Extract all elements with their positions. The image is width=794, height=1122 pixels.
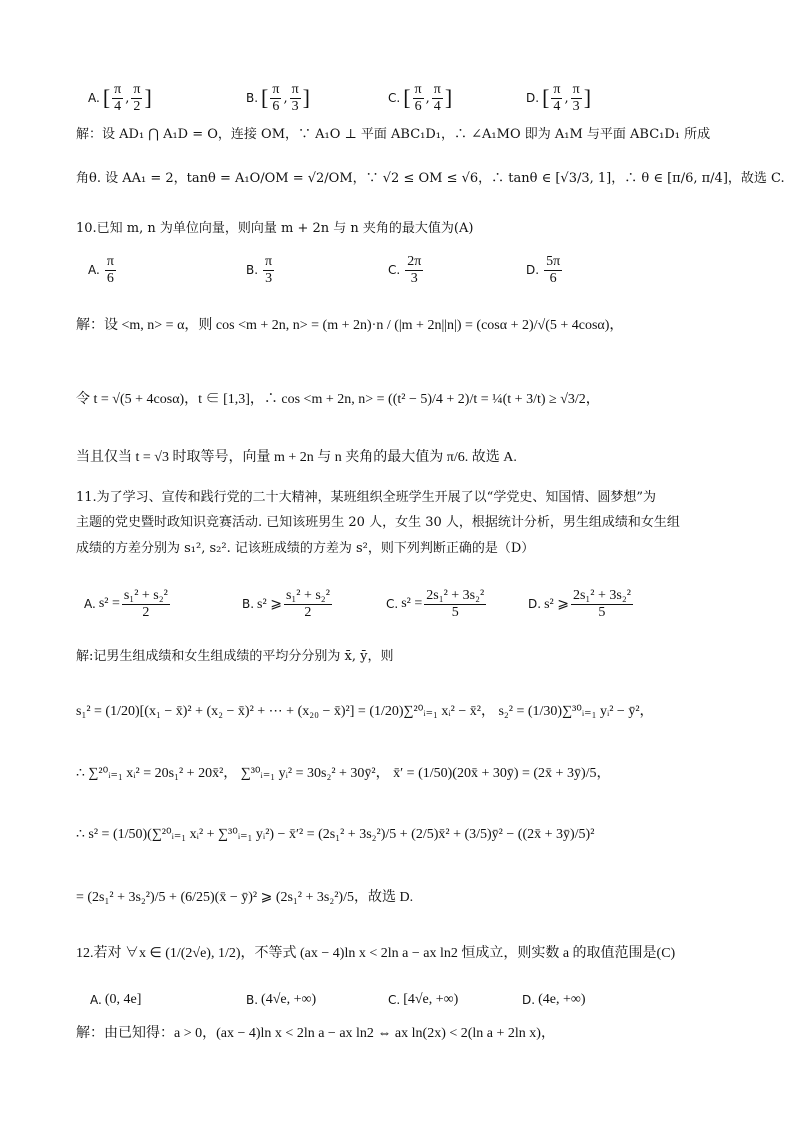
q12-option-d[interactable]: D. (4e, +∞) (522, 992, 586, 1007)
q11-solution-line-2: s₁² = (1/20)[(x₁ − x̄)² + (x₂ − x̄)² + ⋯ + (x₂₀ − x̄)²] = (1/20)∑²⁰ᵢ₌₁ xᵢ² − x̄²， s₂² = (1/30)∑³⁰ᵢ₌₁ yᵢ² − ȳ²， (76, 704, 654, 719)
q11-stem-line-2: 主题的党史暨时政知识竞赛活动. 已知该班男生 20 人，女生 30 人，根据统计分析，男生组成绩和女生组 (76, 515, 680, 530)
q10-stem: 10.已知 m, n 为单位向量，则向量 m + 2n 与 n 夹角的最大值为(A) (76, 221, 474, 236)
q9-option-c[interactable]: C. [ $\frac{\pi}{6}$ , $\frac{\pi}{4}$ ] (388, 81, 453, 114)
q10-solution-line-3: 当且仅当 t = √3 时取等号，向量 m + 2n 与 n 夹角的最大值为 π/6. 故选 A. (76, 450, 517, 465)
q10-option-d[interactable]: D. $\frac{5\pi}{6}$ (526, 253, 561, 286)
q10-option-b[interactable]: B. $\frac{\pi}{3}$ (246, 253, 273, 286)
q11-option-b[interactable]: B. s² ⩾ $\frac{\text{s₁² + s₂²}}{2}$ (242, 587, 330, 620)
q12-option-c[interactable]: C. [4√e, +∞) (388, 992, 459, 1007)
q11-stem-line-3: 成绩的方差分别为 s₁², s₂². 记该班成绩的方差为 s²，则下列判断正确的是（D） (76, 541, 535, 556)
q10-option-a[interactable]: A. $\frac{\pi}{6}$ (88, 253, 114, 286)
q11-solution-line-4: ∴ s² = (1/50)(∑²⁰ᵢ₌₁ xᵢ² + ∑³⁰ᵢ₌₁ yᵢ²) − x̄′² = (2s₁² + 3s₂²)/5 + (2/5)x̄² + (3/5)ȳ² − ((2x̄ + 3ȳ)/5)² (76, 827, 595, 842)
q10-option-c[interactable]: C. $\frac{2\pi}{3}$ (388, 253, 422, 286)
q12-solution-line-1: 解：由已知得：a > 0，(ax − 4)ln x < 2ln a − ax ln2 ⇔ ax ln(2x) < 2(ln a + 2ln x)， (76, 1026, 555, 1041)
q9-solution-line-1: 解：设 AD₁ ⋂ A₁D = O，连接 OM，∵ A₁O ⊥ 平面 ABC₁D₁，∴ ∠A₁MO 即为 A₁M 与平面 ABC₁D₁ 所成 (76, 127, 711, 142)
q11-option-c[interactable]: C. s² = $\frac{\text{2s₁² + 3s₂²}}{5}$ (386, 587, 485, 620)
q9-solution-line-2: 角θ. 设 AA₁ = 2，tanθ = A₁O/OM = √2/OM，∵ √2 ≤ OM ≤ √6，∴ tanθ ∈ [√3/3, 1]，∴ θ ∈ [π/6, π/4]，故选 C. (76, 171, 785, 186)
q10-options (76, 248, 716, 292)
q12-option-a[interactable]: A. (0, 4e] (90, 992, 142, 1007)
q12-option-b[interactable]: B. (4√e, +∞) (246, 992, 317, 1007)
q9-option-a[interactable]: A. [ $\frac{\pi}{4}$ , $\frac{\pi}{2}$ ] (88, 81, 152, 114)
q11-solution-line-3: ∴ ∑²⁰ᵢ₌₁ xᵢ² = 20s₁² + 20x̄²， ∑³⁰ᵢ₌₁ yᵢ² = 30s₂² + 30ȳ²， x̄′ = (1/50)(20x̄ + 30ȳ) = (2x̄ + 3ȳ)/5， (76, 766, 611, 781)
q11-solution-line-5: = (2s₁² + 3s₂²)/5 + (6/25)(x̄ − ȳ)² ⩾ (2s₁² + 3s₂²)/5，故选 D. (76, 890, 414, 905)
q12-options (76, 978, 716, 1022)
q10-solution-line-1: 解：设 <m, n> = α，则 cos <m + 2n, n> = (m + 2n)·n / (|m + 2n||n|) = (cosα + 2)/√(5 + 4cosα)， (76, 318, 624, 333)
q11-stem-line-1: 11.为了学习、宣传和践行党的二十大精神，某班组织全班学生开展了以“学党史、知国情、圆梦想”为 (76, 490, 656, 505)
q11-option-d[interactable]: D. s² ⩾ $\frac{\text{2s₁² + 3s₂²}}{5}$ (528, 587, 631, 620)
q9-option-d[interactable]: D. [ $\frac{\pi}{4}$ , $\frac{\pi}{3}$ ] (526, 81, 592, 114)
q9-option-b[interactable]: B. [ $\frac{\pi}{6}$ , $\frac{\pi}{3}$ ] (246, 81, 310, 114)
q10-solution-line-2: 令 t = √(5 + 4cosα)，t ∈ [1,3]，∴ cos <m + 2n, n> = ((t² − 5)/4 + 2)/t = ¼(t + 3/t) ≥ √3/2， (76, 392, 600, 407)
q11-solution-line-1: 解:记男生组成绩和女生组成绩的平均分分别为 x̄, ȳ，则 (76, 649, 394, 664)
q12-stem: 12.若对 ∀x ∈ (1/(2√e), 1/2)，不等式 (ax − 4)ln x < 2ln a − ax ln2 恒成立，则实数 a 的取值范围是(C) (76, 946, 676, 961)
q9-options (76, 76, 716, 120)
q11-options (76, 582, 716, 626)
q11-option-a[interactable]: A. s² = $\frac{\text{s₁² + s₂²}}{2}$ (84, 587, 168, 620)
